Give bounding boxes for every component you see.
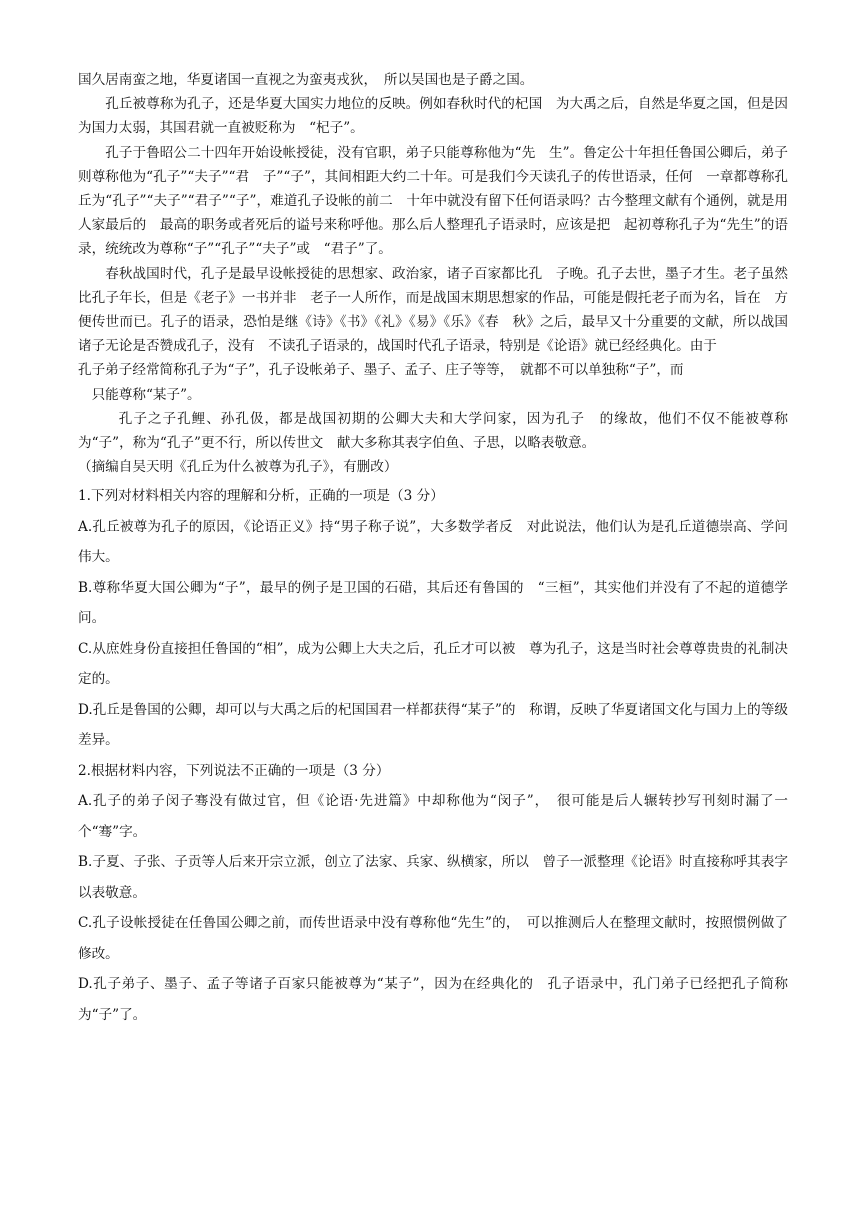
option-d: D.孔子弟子、墨子、孟子等诸子百家只能被尊为“某子”，因为在经典化的 孔子语录中，孔门弟子已经把孔子简称为“子”了。 (78, 976, 788, 1023)
passage-paragraph-4: 春秋战国时代，孔子是最早设帐授徒的思想家、政治家，诸子百家都比孔 子晚。孔子去世，墨子才生。老子虽然比孔子年长，但是《老子》一书并非 老子一人所作，而是战国末期思想家的作品，可能是假托老子而为名，旨在 方便传世而已。孔子的语录，恐怕是继《诗》《书》《礼》《易》《乐》《春 秋》之后，最早又十分重要的文献，所以战国诸子无论是否赞成孔子，没有 不读孔子语录的，战国时代孔子语录，特别是《论语》就已经经典化。由于 (78, 265, 788, 355)
option-a: A.孔子的弟子闵子骞没有做过官，但《论语·先进篇》中却称他为“闵子”， 很可能是后人辗转抄写刊刻时漏了一个“骞”字。 (78, 793, 788, 840)
question-2 (78, 756, 788, 1031)
question-title: 1.下列对材料相关内容的理解和分析，正确的一项是（3 分） (78, 488, 444, 505)
question-list (78, 481, 788, 1030)
reading-passage (78, 68, 788, 479)
option-d: D.孔丘是鲁国的公卿，却可以与大禹之后的杞国国君一样都获得“某子”的 称谓，反映了华夏诸国文化与国力上的等级差异。 (78, 701, 788, 749)
passage-paragraph-7: 孔子之子孔鲤、孙孔伋，都是战国初期的公卿大夫和大学问家，因为孔子 的缘故，他们不仅不能被尊称为“子”，称为“孔子”更不行，所以传世文 献大多称其表字伯鱼、子思，以略表敬意。 (78, 410, 788, 452)
passage-paragraph-2: 孔丘被尊称为孔子，还是华夏大国实力地位的反映。例如春秋时代的杞国 为大禹之后，自然是华夏之国，但是因为国力太弱，其国君就一直被贬称为 “杞子”。 (78, 96, 788, 137)
document-page (78, 68, 788, 1030)
passage-paragraph-3: 孔子于鲁昭公二十四年开始设帐授徒，没有官职，弟子只能尊称他为“先 生”。鲁定公十年担任鲁国公卿后，弟子则尊称他为“孔子”“夫子”“君 子”“子”，其间相距大约二十年。可是我们今天读孔子的传世语录，任何 一章都尊称孔丘为“孔子”“夫子”“君子”“子”，难道孔子设帐的前二 十年中就没有留下任何语录吗？古今整理文献有个通例，就是用人家最后的 最高的职务或者死后的谥号来称呼他。那么后人整理孔子语录时，应该是把 起初尊称孔子为“先生”的语录，统统改为尊称“子”“孔子”“夫子”或 “君子”了。 (78, 144, 788, 258)
question-title: 2.根据材料内容，下列说法不正确的一项是（3 分） (78, 762, 390, 779)
source-citation: （摘编自吴天明《孔丘为什么被尊为孔子》，有删改） (78, 459, 398, 476)
passage-paragraph-6: 只能尊称“某子”。 (91, 386, 201, 403)
question-1 (78, 481, 788, 756)
option-c: C.从庶姓身份直接担任鲁国的“相”，成为公卿上大夫之后，孔丘才可以被 尊为孔子，这是当时社会尊尊贵贵的礼制决定的。 (78, 640, 788, 688)
option-a: A.孔丘被尊为孔子的原因，《论语正义》持“男子称子说”，大多数学者反 对此说法，他们认为是孔丘道德崇高、学问伟大。 (78, 518, 788, 566)
option-c: C.孔子设帐授徒在任鲁国公卿之前，而传世语录中没有尊称他“先生”的， 可以推测后人在整理文献时，按照惯例做了修改。 (78, 915, 788, 962)
option-b: B.尊称华夏大国公卿为“子”，最早的例子是卫国的石碏，其后还有鲁国的 “三桓”，其实他们并没有了不起的道德学问。 (78, 579, 788, 627)
passage-paragraph-1: 国久居南蛮之地，华夏诸国一直视之为蛮夷戎狄， 所以吴国也是子爵之国。 (78, 72, 534, 88)
passage-paragraph-5: 孔子弟子经常简称孔子为“子”，孔子设帐弟子、墨子、孟子、庄子等等， 就都不可以单独称“子”，而 (78, 362, 684, 379)
option-b: B.子夏、子张、子贡等人后来开宗立派，创立了法家、兵家、纵横家，所以 曾子一派整理《论语》时直接称呼其表字以表敬意。 (78, 854, 788, 901)
